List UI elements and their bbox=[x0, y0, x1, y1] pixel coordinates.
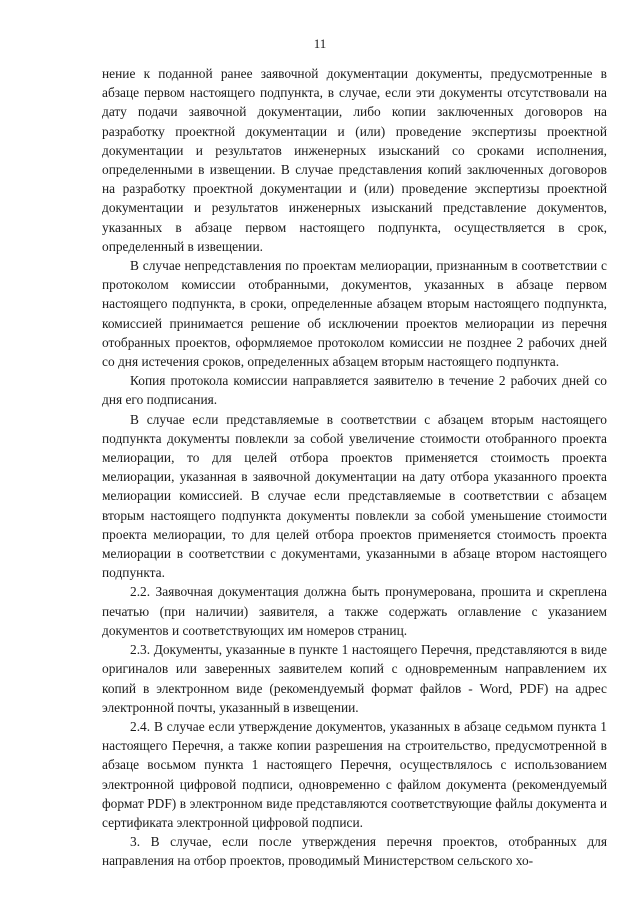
paragraph-protocol-copy: Копия протокола комиссии направляется заявителю в течение 2 рабочих дней со дня его подписания. bbox=[102, 373, 607, 408]
paragraph-2-2: 2.2. Заявочная документация должна быть пронумерована, прошита и скреплена печатью (при наличии) заявителя, а также содержать оглавление с указанием документов и соответствующих им номеров страниц. bbox=[102, 584, 607, 638]
paragraph-3: 3. В случае, если после утверждения перечня проектов, отобранных для направления на отбор проектов, проводимый Министерством сельского хо- bbox=[102, 834, 607, 869]
page-number: 11 bbox=[313, 36, 327, 51]
paragraph-continuation: нение к поданной ранее заявочной документации документы, предусмотренные в абзаце первом настоящего подпункта, в случае, если эти документы отсутствовали на дату подачи заявочной документации, либо копии заключенных договоров на разработку проектной документации и (или) проведение экспертизы проектной документации и результатов инженерных изысканий со сроками исполнения, определенными в извещении. В случае представления копий заключенных договоров на разработку проектной документации и (или) проведение экспертизы проектной документации и результатов инженерных изысканий представление документов, указанных в абзаце первом настоящего подпункта, осуществляется в срок, определенный в извещении. bbox=[102, 66, 607, 254]
paragraph-cost-change: В случае если представляемые в соответствии с абзацем вторым настоящего подпункта документы повлекли за собой увеличение стоимости отобранного проекта мелиорации, то для целей отбора проектов применяется стоимость проекта мелиорации, указанная в заявочной документации на дату отбора указанного проекта мелиорации комиссией. В случае если представляемые в соответствии с абзацем вторым настоящего подпункта документы повлекли за собой уменьшение стоимости проекта мелиорации, то для целей отбора проектов применяется стоимость проекта мелиорации в соответствии с документами, указанными в абзаце втором настоящего подпункта. bbox=[102, 411, 607, 581]
paragraph-2-3: 2.3. Документы, указанные в пункте 1 настоящего Перечня, представляются в виде оригиналов или заверенных заявителем копий с одновременным направлением их копий в электронном виде (рекомендуемый формат файлов - Word, PDF) на адрес электронной почты, указанный в извещении. bbox=[102, 642, 607, 715]
paragraph-nonsubmission: В случае непредставления по проектам мелиорации, признанным в соответствии с протоколом комиссии отобранными, документов, указанных в абзаце первом настоящего подпункта, в сроки, определенные абзацем вторым настоящего подпункта, комиссией принимается решение об исключении проектов мелиорации из перечня отобранных проектов, оформляемое протоколом комиссии не позднее 2 рабочих дней со дня истечения сроков, определенных абзацем вторым настоящего подпункта. bbox=[102, 258, 607, 370]
document-body bbox=[102, 64, 607, 871]
paragraph-2-4: 2.4. В случае если утверждение документов, указанных в абзаце седьмом пункта 1 настоящего Перечня, а также копии разрешения на строительство, предусмотренной в абзаце восьмом пункта 1 настоящего Перечня, осуществлялось с использованием электронной цифровой подписи, одновременно с файлом документа (рекомендуемый формат PDF) в электронном виде представляются соответствующие файлы документа и сертификата электронной цифровой подписи. bbox=[102, 718, 607, 830]
